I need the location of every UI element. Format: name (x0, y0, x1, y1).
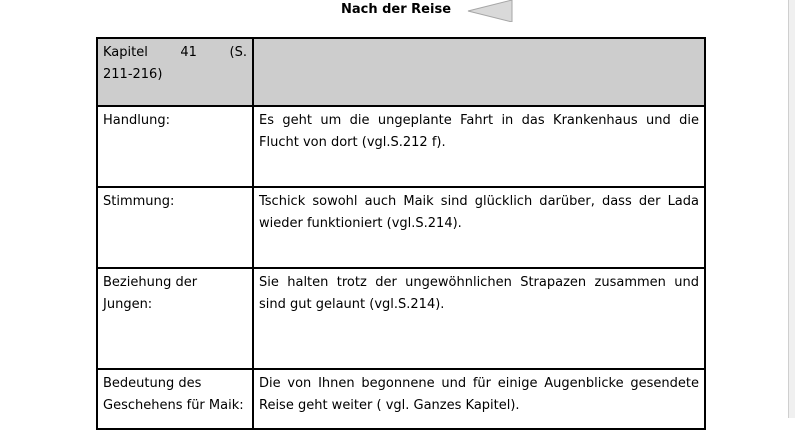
pages-range: 211-216) (103, 67, 163, 82)
table-row (97, 369, 705, 429)
chapter-word: Kapitel (103, 45, 148, 60)
page-heading: Nach der Reise (340, 2, 452, 17)
chapter-table (96, 37, 706, 430)
arrow-left-shape (466, 0, 514, 22)
chapter-number: 41 (180, 45, 197, 60)
row-text: Die von Ihnen begonnene und für einige Augenblicke gesendete Reise geht weiter ( vgl. Ganzes Kapitel). (253, 369, 705, 429)
table-header-row (97, 38, 705, 106)
page-edge-shadow (789, 0, 795, 418)
header-right-cell (253, 38, 705, 106)
row-text: Es geht um die ungeplante Fahrt in das Krankenhaus und die Flucht von dort (vgl.S.212 f). (253, 106, 705, 187)
row-label: Bedeutung des Geschehens für Maik: (97, 369, 253, 429)
row-text: Tschick sowohl auch Maik sind glücklich darüber, dass der Lada wieder funktioniert (vgl.S.214). (253, 187, 705, 268)
table-row (97, 268, 705, 369)
row-label: Beziehung der Jungen: (97, 268, 253, 369)
table-row (97, 106, 705, 187)
row-label: Handlung: (97, 106, 253, 187)
chapter-line (103, 42, 247, 64)
table-row (97, 187, 705, 268)
row-text: Sie halten trotz der ungewöhnlichen Strapazen zusammen und sind gut gelaunt (vgl.S.214). (253, 268, 705, 369)
pages-open: (S. (229, 45, 247, 60)
row-label: Stimmung: (97, 187, 253, 268)
chapter-cell (97, 38, 253, 106)
